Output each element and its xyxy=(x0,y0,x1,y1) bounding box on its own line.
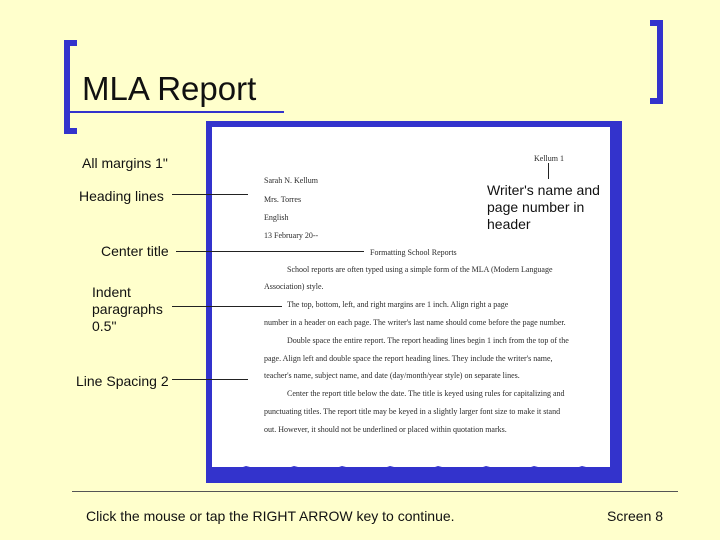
doc-report-title: Formatting School Reports xyxy=(370,248,457,257)
footer-instruction: Click the mouse or tap the RIGHT ARROW key to continue. xyxy=(86,508,455,524)
document-preview xyxy=(212,127,610,467)
doc-body-line: number in a header on each page. The writer's last name should come before the page number. xyxy=(264,318,566,327)
doc-body-line: Association) style. xyxy=(264,282,324,291)
doc-header-page-number: Kellum 1 xyxy=(534,154,564,163)
doc-body-line: page. Align left and double space the report heading lines. They include the writer's name, xyxy=(264,354,553,363)
doc-heading-line: Sarah N. Kellum xyxy=(264,176,318,185)
callout-margins: All margins 1" xyxy=(82,155,168,171)
callout-line-spacing: Line Spacing 2 xyxy=(76,373,169,389)
title-underline xyxy=(64,111,284,113)
doc-body-line: out. However, it should not be underlined or placed within quotation marks. xyxy=(264,425,507,434)
callout-writer-name: Writer's name and page number in header xyxy=(487,182,600,232)
leader-line-heading xyxy=(172,194,248,195)
left-bracket-decoration xyxy=(64,40,77,134)
doc-body-line: Center the report title below the date. The title is keyed using rules for capitalizing and xyxy=(287,389,565,398)
doc-heading-line: Mrs. Torres xyxy=(264,195,302,204)
doc-body-line: teacher's name, subject name, and date (day/month/year style) on separate lines. xyxy=(264,371,520,380)
callout-center-title: Center title xyxy=(101,243,169,259)
doc-heading-line: 13 February 20-- xyxy=(264,231,319,240)
leader-line-header xyxy=(548,163,549,179)
doc-body-line: The top, bottom, left, and right margins are 1 inch. Align right a page xyxy=(287,300,509,309)
right-bracket-decoration xyxy=(650,20,663,104)
screen-number: Screen 8 xyxy=(607,508,664,524)
leader-line-spacing xyxy=(172,379,248,380)
doc-body-line: Double space the entire report. The report heading lines begin 1 inch from the top of the xyxy=(287,336,569,345)
leader-line-title xyxy=(176,251,364,252)
torn-edge-decoration xyxy=(212,460,610,474)
callout-indent: Indent paragraphs 0.5" xyxy=(92,284,163,334)
leader-line-indent xyxy=(172,306,282,307)
doc-body-line: School reports are often typed using a simple form of the MLA (Modern Language xyxy=(287,265,553,274)
callout-heading-lines: Heading lines xyxy=(79,188,164,204)
doc-body-line: punctuating titles. The report title may be keyed in a slightly larger font size to make it stand xyxy=(264,407,561,416)
footer-rule xyxy=(72,491,678,492)
doc-heading-line: English xyxy=(264,213,289,222)
slide-title: MLA Report xyxy=(82,70,257,107)
